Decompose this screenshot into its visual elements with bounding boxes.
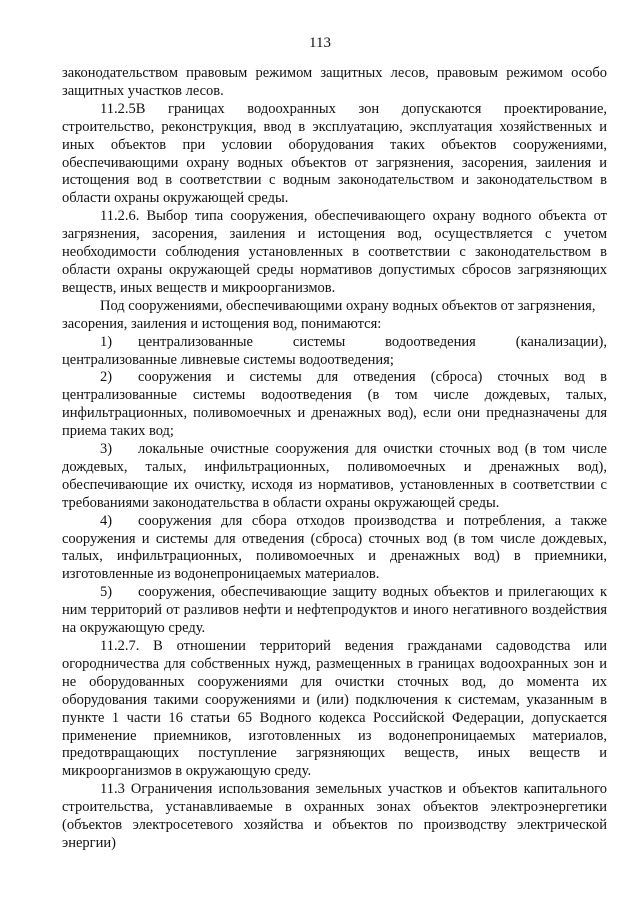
paragraph-11-2-7: 11.2.7. В отношении территорий ведения гражданами садоводства или огородничества для собственных нужд, размещенных в границах водоохранных зон и не оборудованных сооружениями для очистки сточных вод, до момента их оборудования такими сооружениями и (или) подключения к системам, указанным в пункте 1 части 16 статьи 65 Водного кодекса Российской Федерации, допускается применение приемников, изготовленных из водонепроницаемых материалов, предотвращающих поступление загрязняющих веществ, иных веществ и микроорганизмов в окружающую среду. — [62, 638, 607, 780]
list-item-text: сооружения, обеспечивающие защиту водных объектов и прилегающих к ним территорий от разливов нефти и нефтепродуктов и иного негативного воздействия на окружающую среду. — [62, 584, 607, 637]
paragraph-11-3-heading: 11.3 Ограничения использования земельных участков и объектов капитального строительства, устанавливаемые в охранных зонах объектов электроэнергетики (объектов электросетевого хозяйства и объектов по производству электрической энергии) — [62, 781, 607, 851]
list-item-number: 1) — [100, 333, 113, 350]
list-item-number: 2) — [100, 369, 113, 386]
list-item-text: сооружения и системы для отведения (сброса) сточных вод в централизованные системы водоотведения (в том числе дождевых, талых, инфильтрационных, поливомоечных и дренажных вод), если они предназначены для приема таких вод; — [62, 369, 607, 440]
page-number: 113 — [309, 35, 331, 51]
paragraph-11-2-5: 11.2.5В границах водоохранных зон допускаются проектирование, строительство, реконструкция, ввод в эксплуатацию, эксплуатация хозяйственных и иных объектов при условии оборудования таких объектов сооружениями, обеспечивающими охрану водных объектов от загрязнения, засорения, заиления и истощения вод в соответствии с водным законодательством и законодательством в области охраны окружающей среды. — [62, 100, 607, 207]
paragraph-11-2-6: 11.2.6. Выбор типа сооружения, обеспечивающего охрану водного объекта от загрязнения, засорения, заиления и истощения вод, осуществляется с учетом необходимости соблюдения установленных в соответствии с законодательством в области охраны окружающей среды нормативов допустимых сбросов загрязняющих веществ, иных веществ и микроорганизмов. — [62, 208, 607, 296]
list-item-text: локальные очистные сооружения для очистки сточных вод (в том числе дождевых, талых, инфильтрационных, поливомоечных и дренажных вод), обеспечивающие их очистку, исходя из нормативов, установленных в соответствии с требованиями законодательства в области охраны окружающей среды. — [62, 441, 607, 511]
paragraph-continuation: законодательством правовым режимом защитных лесов, правовым режимом особо защитных участков лесов. — [62, 65, 607, 99]
list-item-number: 4) — [100, 512, 113, 529]
list-item — [62, 584, 607, 638]
paragraph-structures-intro: Под сооружениями, обеспечивающими охрану водных объектов от загрязнения, засорения, заиления и истощения вод, понимаются: — [62, 297, 596, 332]
list-item-number: 3) — [100, 441, 113, 458]
list-item-text: централизованные системы водоотведения (канализации), централизованные ливневые системы водоотведения; — [62, 333, 607, 368]
document-body — [62, 65, 607, 853]
list-item-text: сооружения для сбора отходов производства и потребления, а также сооружения и системы для отведения (сброса) сточных вод (в том числе дождевых, талых, инфильтрационных, поливомоечных и дренажных вод) в приемники, изготовленные из водонепроницаемых материалов. — [62, 512, 607, 583]
list-item-number: 5) — [100, 584, 113, 601]
list-item — [62, 441, 607, 513]
list-item — [62, 513, 607, 585]
list-item — [62, 369, 607, 441]
list-item — [62, 334, 607, 370]
